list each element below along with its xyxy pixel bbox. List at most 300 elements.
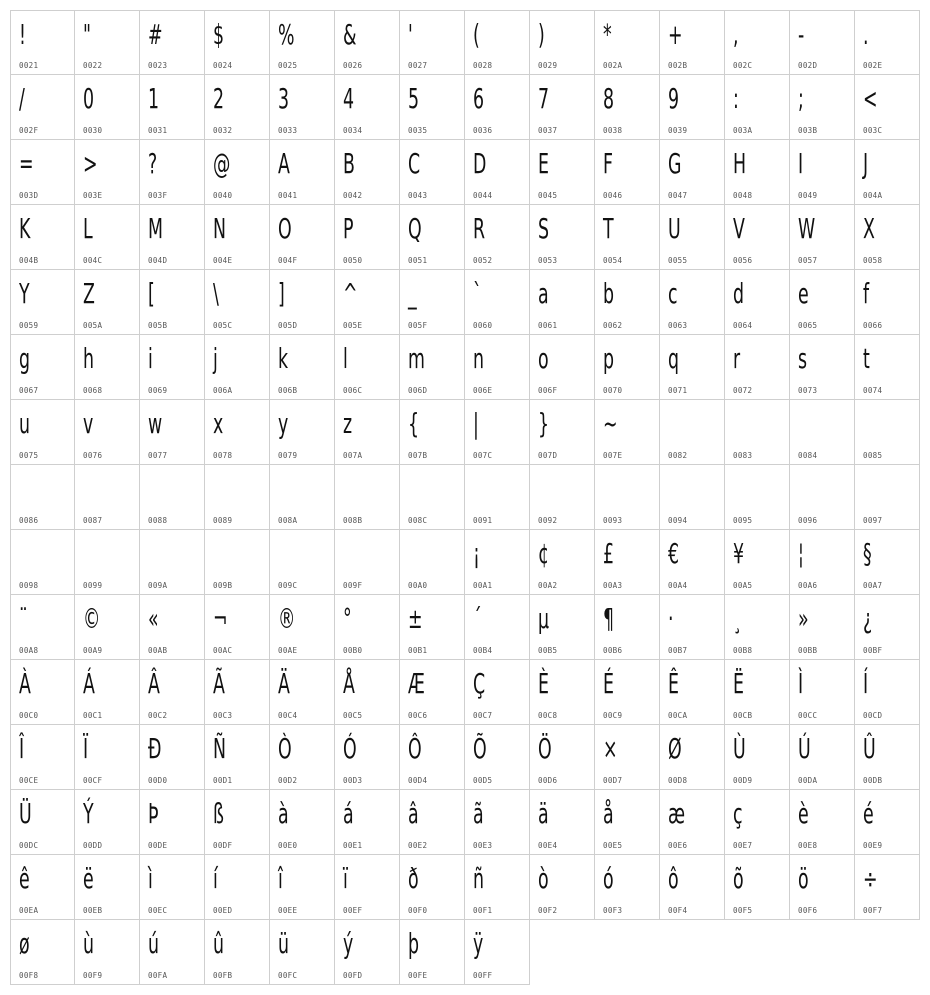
glyph-character: ù <box>83 927 95 960</box>
glyph-character: 9 <box>668 82 680 115</box>
glyph-character: _ <box>408 277 417 310</box>
glyph-codepoint-label: 0093 <box>603 516 623 525</box>
glyph-character: 4 <box>343 82 355 115</box>
glyph-cell <box>10 660 75 725</box>
glyph-character: G <box>668 147 682 180</box>
glyph-codepoint-label: 00DC <box>19 841 39 850</box>
glyph-codepoint-label: 00FC <box>278 971 298 980</box>
glyph-codepoint-label: 00D8 <box>668 776 688 785</box>
glyph-character: Î <box>19 732 25 765</box>
glyph-cell <box>270 335 335 400</box>
glyph-cell <box>75 400 140 465</box>
glyph-cell <box>10 465 75 530</box>
glyph-character: A <box>278 147 290 180</box>
glyph-codepoint-label: 00F9 <box>83 971 103 980</box>
glyph-cell <box>10 790 75 855</box>
glyph-character: m <box>408 342 425 375</box>
glyph-codepoint-label: 0069 <box>148 386 168 395</box>
glyph-cell <box>10 725 75 790</box>
glyph-cell <box>660 270 725 335</box>
glyph-character: Ô <box>408 732 422 765</box>
glyph-codepoint-label: 00CA <box>668 711 688 720</box>
glyph-codepoint-label: 00F0 <box>408 906 428 915</box>
glyph-cell <box>595 855 660 920</box>
glyph-character: R <box>473 212 486 245</box>
glyph-codepoint-label: 004F <box>278 256 298 265</box>
glyph-character: = <box>19 147 34 180</box>
glyph-codepoint-label: 0025 <box>278 61 298 70</box>
glyph-character: ö <box>798 862 809 895</box>
glyph-character: § <box>863 537 872 570</box>
glyph-character: Õ <box>473 732 487 765</box>
glyph-character: û <box>213 927 225 960</box>
glyph-cell <box>205 660 270 725</box>
glyph-codepoint-label: 009A <box>148 581 168 590</box>
glyph-cell <box>205 75 270 140</box>
glyph-codepoint-label: 00E7 <box>733 841 753 850</box>
glyph-character: Ï <box>83 732 89 765</box>
glyph-cell <box>660 140 725 205</box>
glyph-character: Â <box>148 667 160 700</box>
glyph-character: ¸ <box>733 602 742 635</box>
glyph-cell <box>400 465 465 530</box>
glyph-codepoint-label: 002B <box>668 61 688 70</box>
glyph-codepoint-label: 00A6 <box>798 581 818 590</box>
glyph-cell <box>790 10 855 75</box>
glyph-codepoint-label: 0083 <box>733 451 753 460</box>
glyph-cell <box>10 270 75 335</box>
glyph-cell <box>660 10 725 75</box>
glyph-character: 3 <box>278 82 290 115</box>
glyph-codepoint-label: 00C0 <box>19 711 39 720</box>
glyph-cell <box>10 205 75 270</box>
glyph-codepoint-label: 00C4 <box>278 711 298 720</box>
glyph-character: 6 <box>473 82 485 115</box>
glyph-cell <box>205 595 270 660</box>
glyph-codepoint-label: 00B1 <box>408 646 428 655</box>
glyph-character: ~ <box>603 407 618 440</box>
glyph-character: æ <box>668 797 686 830</box>
glyph-character: ÷ <box>863 862 878 895</box>
glyph-cell <box>205 855 270 920</box>
glyph-character: õ <box>733 862 744 895</box>
glyph-character: u <box>19 407 31 440</box>
glyph-character: X <box>863 212 875 245</box>
glyph-character: 2 <box>213 82 225 115</box>
glyph-cell <box>855 660 920 725</box>
glyph-codepoint-label: 00C5 <box>343 711 363 720</box>
glyph-cell <box>530 465 595 530</box>
glyph-character: £ <box>603 537 615 570</box>
glyph-codepoint-label: 003A <box>733 126 753 135</box>
glyph-cell <box>855 790 920 855</box>
glyph-codepoint-label: 007D <box>538 451 558 460</box>
glyph-codepoint-label: 0068 <box>83 386 103 395</box>
glyph-codepoint-label: 003E <box>83 191 103 200</box>
glyph-cell <box>855 10 920 75</box>
glyph-codepoint-label: 00A4 <box>668 581 688 590</box>
glyph-codepoint-label: 0096 <box>798 516 818 525</box>
glyph-character: ý <box>343 927 354 960</box>
glyph-character: Ê <box>668 667 679 700</box>
glyph-cell <box>270 270 335 335</box>
glyph-cell <box>400 10 465 75</box>
glyph-codepoint-label: 0066 <box>863 321 883 330</box>
glyph-cell <box>140 725 205 790</box>
glyph-codepoint-label: 0063 <box>668 321 688 330</box>
glyph-cell <box>855 400 920 465</box>
glyph-character: © <box>83 602 101 635</box>
glyph-character: À <box>19 667 31 700</box>
glyph-cell <box>140 920 205 985</box>
glyph-character: ; <box>798 82 804 115</box>
glyph-cell <box>75 270 140 335</box>
glyph-codepoint-label: 0056 <box>733 256 753 265</box>
glyph-character: > <box>83 147 98 180</box>
glyph-cell <box>595 270 660 335</box>
glyph-codepoint-label: 00D7 <box>603 776 623 785</box>
glyph-cell <box>855 75 920 140</box>
glyph-codepoint-label: 00AB <box>148 646 168 655</box>
glyph-codepoint-label: 003D <box>19 191 39 200</box>
glyph-codepoint-label: 00D2 <box>278 776 298 785</box>
glyph-cell <box>725 660 790 725</box>
glyph-codepoint-label: 00D3 <box>343 776 363 785</box>
glyph-cell <box>140 75 205 140</box>
glyph-cell <box>205 920 270 985</box>
glyph-codepoint-label: 0036 <box>473 126 493 135</box>
glyph-codepoint-label: 0082 <box>668 451 688 460</box>
glyph-cell <box>790 595 855 660</box>
glyph-cell <box>270 75 335 140</box>
glyph-cell <box>140 595 205 660</box>
glyph-character: n <box>473 342 485 375</box>
glyph-codepoint-label: 00FF <box>473 971 493 980</box>
glyph-codepoint-label: 0088 <box>148 516 168 525</box>
glyph-codepoint-label: 002E <box>863 61 883 70</box>
glyph-character: ¶ <box>603 602 615 635</box>
glyph-codepoint-label: 00FE <box>408 971 428 980</box>
glyph-codepoint-label: 00EE <box>278 906 298 915</box>
glyph-character: Þ <box>148 797 159 830</box>
glyph-codepoint-label: 00E5 <box>603 841 623 850</box>
glyph-codepoint-label: 00D1 <box>213 776 233 785</box>
glyph-codepoint-label: 009B <box>213 581 233 590</box>
glyph-codepoint-label: 0073 <box>798 386 818 395</box>
glyph-codepoint-label: 00A0 <box>408 581 428 590</box>
glyph-codepoint-label: 00EB <box>83 906 103 915</box>
glyph-codepoint-label: 002F <box>19 126 39 135</box>
glyph-codepoint-label: 004E <box>213 256 233 265</box>
glyph-cell <box>465 335 530 400</box>
glyph-cell <box>400 660 465 725</box>
glyph-character: þ <box>408 927 420 960</box>
glyph-character: Ì <box>798 667 804 700</box>
glyph-codepoint-label: 0058 <box>863 256 883 265</box>
glyph-cell <box>465 660 530 725</box>
glyph-codepoint-label: 0097 <box>863 516 883 525</box>
glyph-codepoint-label: 0072 <box>733 386 753 395</box>
glyph-codepoint-label: 0051 <box>408 256 428 265</box>
glyph-character: } <box>538 407 550 440</box>
glyph-cell <box>855 530 920 595</box>
glyph-character: Q <box>408 212 422 245</box>
glyph-codepoint-label: 0070 <box>603 386 623 395</box>
glyph-character: ø <box>19 927 30 960</box>
glyph-codepoint-label: 004C <box>83 256 103 265</box>
glyph-character: e <box>798 277 809 310</box>
glyph-codepoint-label: 0045 <box>538 191 558 200</box>
glyph-codepoint-label: 0060 <box>473 321 493 330</box>
glyph-cell <box>140 530 205 595</box>
glyph-cell <box>530 270 595 335</box>
glyph-codepoint-label: 0092 <box>538 516 558 525</box>
glyph-cell <box>595 10 660 75</box>
glyph-codepoint-label: 004B <box>19 256 39 265</box>
glyph-cell <box>75 205 140 270</box>
glyph-cell <box>335 530 400 595</box>
glyph-codepoint-label: 003C <box>863 126 883 135</box>
glyph-cell <box>400 725 465 790</box>
glyph-cell <box>75 465 140 530</box>
glyph-character: % <box>278 18 295 51</box>
glyph-cell <box>465 530 530 595</box>
glyph-codepoint-label: 0046 <box>603 191 623 200</box>
glyph-cell <box>205 400 270 465</box>
glyph-codepoint-label: 0067 <box>19 386 39 395</box>
glyph-character: + <box>668 18 683 51</box>
glyph-codepoint-label: 00CC <box>798 711 818 720</box>
glyph-cell <box>595 725 660 790</box>
glyph-character: " <box>83 18 91 51</box>
glyph-cell <box>335 10 400 75</box>
glyph-character: M <box>148 212 163 245</box>
glyph-codepoint-label: 00E0 <box>278 841 298 850</box>
glyph-character: $ <box>213 18 225 51</box>
glyph-codepoint-label: 00CF <box>83 776 103 785</box>
glyph-cell <box>660 595 725 660</box>
glyph-cell <box>400 75 465 140</box>
glyph-cell <box>10 530 75 595</box>
glyph-character: ´ <box>473 602 482 635</box>
glyph-character: ß <box>213 797 224 830</box>
glyph-cell <box>530 855 595 920</box>
glyph-cell <box>270 855 335 920</box>
glyph-cell <box>140 465 205 530</box>
glyph-character: t <box>863 342 870 375</box>
glyph-cell <box>140 660 205 725</box>
glyph-codepoint-label: 008A <box>278 516 298 525</box>
glyph-codepoint-label: 005B <box>148 321 168 330</box>
glyph-codepoint-label: 008B <box>343 516 363 525</box>
glyph-cell <box>725 725 790 790</box>
glyph-cell <box>595 790 660 855</box>
glyph-cell <box>10 595 75 660</box>
glyph-codepoint-label: 0028 <box>473 61 493 70</box>
glyph-codepoint-label: 0076 <box>83 451 103 460</box>
glyph-character: - <box>798 18 805 51</box>
glyph-cell <box>400 920 465 985</box>
glyph-cell <box>465 465 530 530</box>
glyph-codepoint-label: 006A <box>213 386 233 395</box>
glyph-cell <box>725 335 790 400</box>
glyph-character: µ <box>538 602 550 635</box>
glyph-cell <box>725 10 790 75</box>
glyph-cell <box>75 10 140 75</box>
glyph-character: ¥ <box>733 537 745 570</box>
glyph-character: é <box>863 797 874 830</box>
glyph-codepoint-label: 00F3 <box>603 906 623 915</box>
glyph-cell <box>400 855 465 920</box>
glyph-codepoint-label: 00CD <box>863 711 883 720</box>
glyph-codepoint-label: 00CB <box>733 711 753 720</box>
glyph-codepoint-label: 006C <box>343 386 363 395</box>
glyph-codepoint-label: 003B <box>798 126 818 135</box>
glyph-cell <box>595 465 660 530</box>
glyph-cell <box>335 75 400 140</box>
glyph-cell <box>790 660 855 725</box>
glyph-codepoint-label: 006F <box>538 386 558 395</box>
glyph-cell <box>465 595 530 660</box>
glyph-codepoint-label: 0098 <box>19 581 39 590</box>
glyph-character: ¿ <box>863 602 873 635</box>
glyph-character: B <box>343 147 355 180</box>
glyph-character: S <box>538 212 550 245</box>
glyph-character: Ö <box>538 732 552 765</box>
glyph-character: * <box>603 18 612 51</box>
glyph-cell <box>270 140 335 205</box>
glyph-cell <box>270 595 335 660</box>
glyph-character: Ñ <box>213 732 226 765</box>
glyph-cell <box>335 140 400 205</box>
glyph-character: ¦ <box>798 537 804 570</box>
glyph-codepoint-label: 0079 <box>278 451 298 460</box>
glyph-character: L <box>83 212 93 245</box>
glyph-character: : <box>733 82 739 115</box>
glyph-cell <box>270 920 335 985</box>
glyph-cell <box>725 790 790 855</box>
glyph-cell <box>530 75 595 140</box>
glyph-character: i <box>148 342 153 375</box>
glyph-character: I <box>798 147 804 180</box>
glyph-cell <box>140 205 205 270</box>
glyph-cell <box>855 205 920 270</box>
glyph-codepoint-label: 0052 <box>473 256 493 265</box>
glyph-cell <box>595 205 660 270</box>
glyph-character: € <box>668 537 680 570</box>
glyph-cell <box>530 10 595 75</box>
glyph-codepoint-label: 00D0 <box>148 776 168 785</box>
glyph-codepoint-label: 009C <box>278 581 298 590</box>
glyph-cell <box>205 465 270 530</box>
glyph-cell <box>790 465 855 530</box>
glyph-codepoint-label: 00F6 <box>798 906 818 915</box>
glyph-cell <box>335 660 400 725</box>
glyph-character: s <box>798 342 808 375</box>
glyph-character: E <box>538 147 549 180</box>
glyph-character: < <box>863 82 878 115</box>
glyph-character: ë <box>83 862 94 895</box>
glyph-character: Û <box>863 732 876 765</box>
character-map-grid <box>10 10 920 985</box>
glyph-codepoint-label: 00D9 <box>733 776 753 785</box>
glyph-character: V <box>733 212 745 245</box>
glyph-cell <box>595 530 660 595</box>
glyph-character: [ <box>148 277 155 310</box>
glyph-codepoint-label: 00EA <box>19 906 39 915</box>
glyph-codepoint-label: 00E3 <box>473 841 493 850</box>
glyph-codepoint-label: 00E6 <box>668 841 688 850</box>
glyph-codepoint-label: 00C6 <box>408 711 428 720</box>
glyph-codepoint-label: 0095 <box>733 516 753 525</box>
glyph-codepoint-label: 002C <box>733 61 753 70</box>
glyph-character: ± <box>408 602 423 635</box>
glyph-cell <box>855 270 920 335</box>
glyph-cell <box>790 205 855 270</box>
glyph-codepoint-label: 00ED <box>213 906 233 915</box>
glyph-codepoint-label: 0022 <box>83 61 103 70</box>
glyph-character: È <box>538 667 549 700</box>
glyph-character: o <box>538 342 549 375</box>
glyph-cell <box>790 855 855 920</box>
glyph-character: ( <box>473 18 480 51</box>
glyph-character: Ø <box>668 732 682 765</box>
glyph-codepoint-label: 0029 <box>538 61 558 70</box>
glyph-character: â <box>408 797 419 830</box>
glyph-character: F <box>603 147 613 180</box>
glyph-codepoint-label: 0031 <box>148 126 168 135</box>
glyph-codepoint-label: 00BB <box>798 646 818 655</box>
glyph-codepoint-label: 00E4 <box>538 841 558 850</box>
glyph-codepoint-label: 006D <box>408 386 428 395</box>
glyph-codepoint-label: 00E8 <box>798 841 818 850</box>
glyph-codepoint-label: 0086 <box>19 516 39 525</box>
glyph-cell <box>595 595 660 660</box>
glyph-codepoint-label: 0055 <box>668 256 688 265</box>
glyph-codepoint-label: 00DE <box>148 841 168 850</box>
glyph-character: í <box>213 862 218 895</box>
glyph-cell <box>335 335 400 400</box>
glyph-character: Ã <box>213 667 225 700</box>
glyph-codepoint-label: 006B <box>278 386 298 395</box>
glyph-cell <box>140 140 205 205</box>
glyph-codepoint-label: 009F <box>343 581 363 590</box>
glyph-codepoint-label: 005D <box>278 321 298 330</box>
glyph-codepoint-label: 0077 <box>148 451 168 460</box>
glyph-codepoint-label: 005E <box>343 321 363 330</box>
glyph-codepoint-label: 0043 <box>408 191 428 200</box>
glyph-cell <box>465 270 530 335</box>
glyph-cell <box>595 335 660 400</box>
glyph-cell <box>75 725 140 790</box>
glyph-character: ì <box>148 862 153 895</box>
glyph-character: Ó <box>343 732 357 765</box>
glyph-character: O <box>278 212 292 245</box>
glyph-character: ð <box>408 862 419 895</box>
glyph-codepoint-label: 0094 <box>668 516 688 525</box>
glyph-codepoint-label: 0087 <box>83 516 103 525</box>
glyph-character: å <box>603 797 614 830</box>
glyph-character: ê <box>19 862 30 895</box>
glyph-character: a <box>538 277 549 310</box>
glyph-codepoint-label: 00A9 <box>83 646 103 655</box>
glyph-cell <box>205 790 270 855</box>
glyph-character: 5 <box>408 82 420 115</box>
glyph-codepoint-label: 00F8 <box>19 971 39 980</box>
glyph-codepoint-label: 0074 <box>863 386 883 395</box>
glyph-codepoint-label: 00B8 <box>733 646 753 655</box>
glyph-cell <box>725 75 790 140</box>
